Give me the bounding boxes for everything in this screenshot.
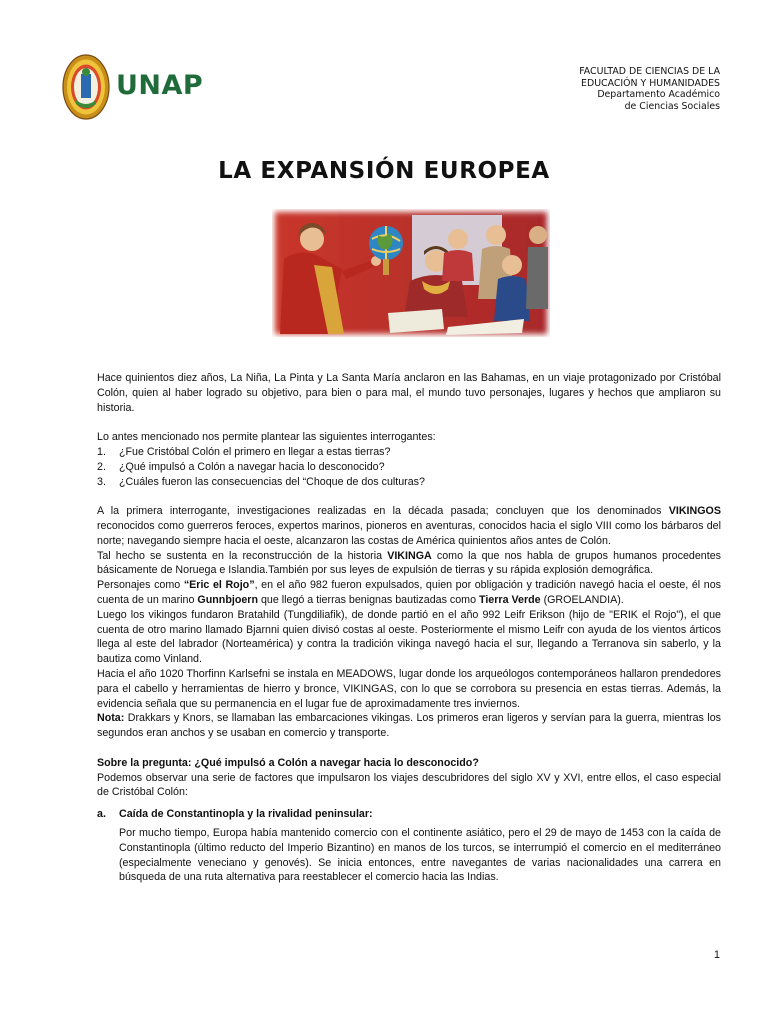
list-number: 2. (97, 460, 106, 473)
colon-illustration (272, 209, 550, 337)
list-item (97, 460, 721, 475)
list-item (97, 445, 721, 460)
section-heading: Sobre la pregunta: ¿Qué impulsó a Colón a navegar hacia lo desconocido? (97, 756, 479, 769)
note-label: Nota: (97, 712, 125, 725)
list-text: ¿Fue Cristóbal Colón el primero en llegar a estas tierras? (119, 445, 391, 458)
list-text: ¿Cuáles fueron las consecuencias del “Choque de dos culturas? (119, 475, 425, 488)
leifr-paragraph: Luego los vikingos fundaron Bratahild (Tungdiliafik), de donde partió en el año 992 Leifr Erikson (hijo de "ERIK el Rojo"), el que cuenta de otro marino llamado Bjarnni quien divisó costas al oeste. Posteriormente el mismo Leifr con ayuda de los vientos árticos llega al este del labrador (Norteamérica) y contra la tradición vikinga navegó hacia el sur, llegando a Terranova sin saberlo, y la bautiza como Vinland. (97, 608, 721, 666)
list-item (97, 475, 721, 490)
bold-term: Tierra Verde (479, 593, 541, 606)
bold-term: Gunnbjoern (197, 593, 258, 606)
section-paragraph: Podemos observar una serie de factores que impulsaron los viajes descubridores del siglo XV y XVI, entre ellos, el caso especial de Cristóbal Colón: (97, 771, 721, 799)
institution-line: FACULTAD DE CIENCIAS DE LA (579, 66, 720, 77)
document-body (97, 371, 721, 885)
item-paragraph: Por mucho tiempo, Europa había mantenido comercio con el continente asiático, pero el 29 de mayo de 1453 con la caída de Constantinopla (último reducto del Imperio Bizantino) en manos de los turcos, se interrumpió el comercio en el mediterráneo (especialmente veneciano y genovés). Se inicia entonces, entre navegantes de varias nacionalidades una carrera en búsqueda de una ruta alternativa para reestablecer el comercio hacia las Indias. (119, 826, 721, 884)
questions-list (97, 445, 721, 489)
item-letter: a. (97, 808, 106, 821)
page-number: 1 (713, 949, 720, 961)
bold-term: VIKINGOS (668, 505, 721, 518)
logo-wordmark: UNAP (116, 70, 204, 101)
institution-line: de Ciencias Sociales (624, 100, 720, 112)
item-heading: Caída de Constantinopla y la rivalidad peninsular: (119, 808, 373, 821)
list-text: ¿Qué impulsó a Colón a navegar hacia lo desconocido? (119, 460, 385, 473)
intro-paragraph: Hace quinientos diez años, La Niña, La Pinta y La Santa María anclaron en las Bahamas, en un viaje protagonizado por Cristóbal Colón, quien al haber logrado su objetivo, para bien o para mal, el mundo tuvo personajes, lugares y hechos que ampliaron su historia. (97, 372, 721, 414)
list-number: 3. (97, 475, 106, 488)
bold-term: “Eric el Rojo” (183, 579, 255, 592)
page-title: LA EXPANSIÓN EUROPEA (218, 158, 550, 184)
institution-line: EDUCACIÓN Y HUMANIDADES (581, 77, 720, 89)
university-seal-logo (62, 54, 110, 120)
lettered-item (97, 807, 721, 885)
meadows-paragraph: Hacia el año 1020 Thorfinn Karlsefni se instala en MEADOWS, lugar donde los arqueólogos contemporáneos hallaron prendedores para el cabello y herramientas de hierro y bronce, VIKINGAS, con lo que se corrobora su presencia en estas tierras. Además, la evidencia señala que su permanencia en el lugar fue de aproximadamente tres inviernos. (97, 667, 721, 710)
bold-term: VIKINGA (387, 549, 432, 562)
note-paragraph: Nota: Drakkars y Knors, se llamaban las embarcaciones vikingas. Los primeros eran ligeros y servían para la guerra, mientras los segundos eran anchos y se usaban en comercio y transporte. (97, 712, 721, 740)
history-paragraph: Tal hecho se sustenta en la reconstrucción de la historia VIKINGA como la que nos habla de grupos humanos procedentes básicamente de Noruega e Islandia.También por sus leyes de expulsión de tierras y su rápida explosión demográfica. (97, 549, 721, 577)
list-number: 1. (97, 445, 106, 458)
questions-intro: Lo antes mencionado nos permite plantear las siguientes interrogantes: (97, 431, 436, 444)
institution-block (579, 66, 720, 112)
vikings-paragraph: A la primera interrogante, investigaciones realizadas en la década pasada; concluyen que los denominados VIKINGOS reconocidos como guerreros feroces, expertos marinos, pioneros en aventuras, conocidos hacia el siglo VIII como los bárbaros del norte; navegando siempre hacia el oeste, alcanzaron las costas de América quinientos años antes de Colón. (97, 505, 721, 547)
eric-paragraph: Personajes como “Eric el Rojo”, en el año 982 fueron expulsados, quien por obligación y tradición navegó hacia el oeste, él nos cuenta de un marino Gunnbjoern que llegó a tierras benignas bautizadas como Tierra Verde (GROELANDIA). (97, 579, 721, 606)
institution-line: Departamento Académico (597, 89, 720, 100)
